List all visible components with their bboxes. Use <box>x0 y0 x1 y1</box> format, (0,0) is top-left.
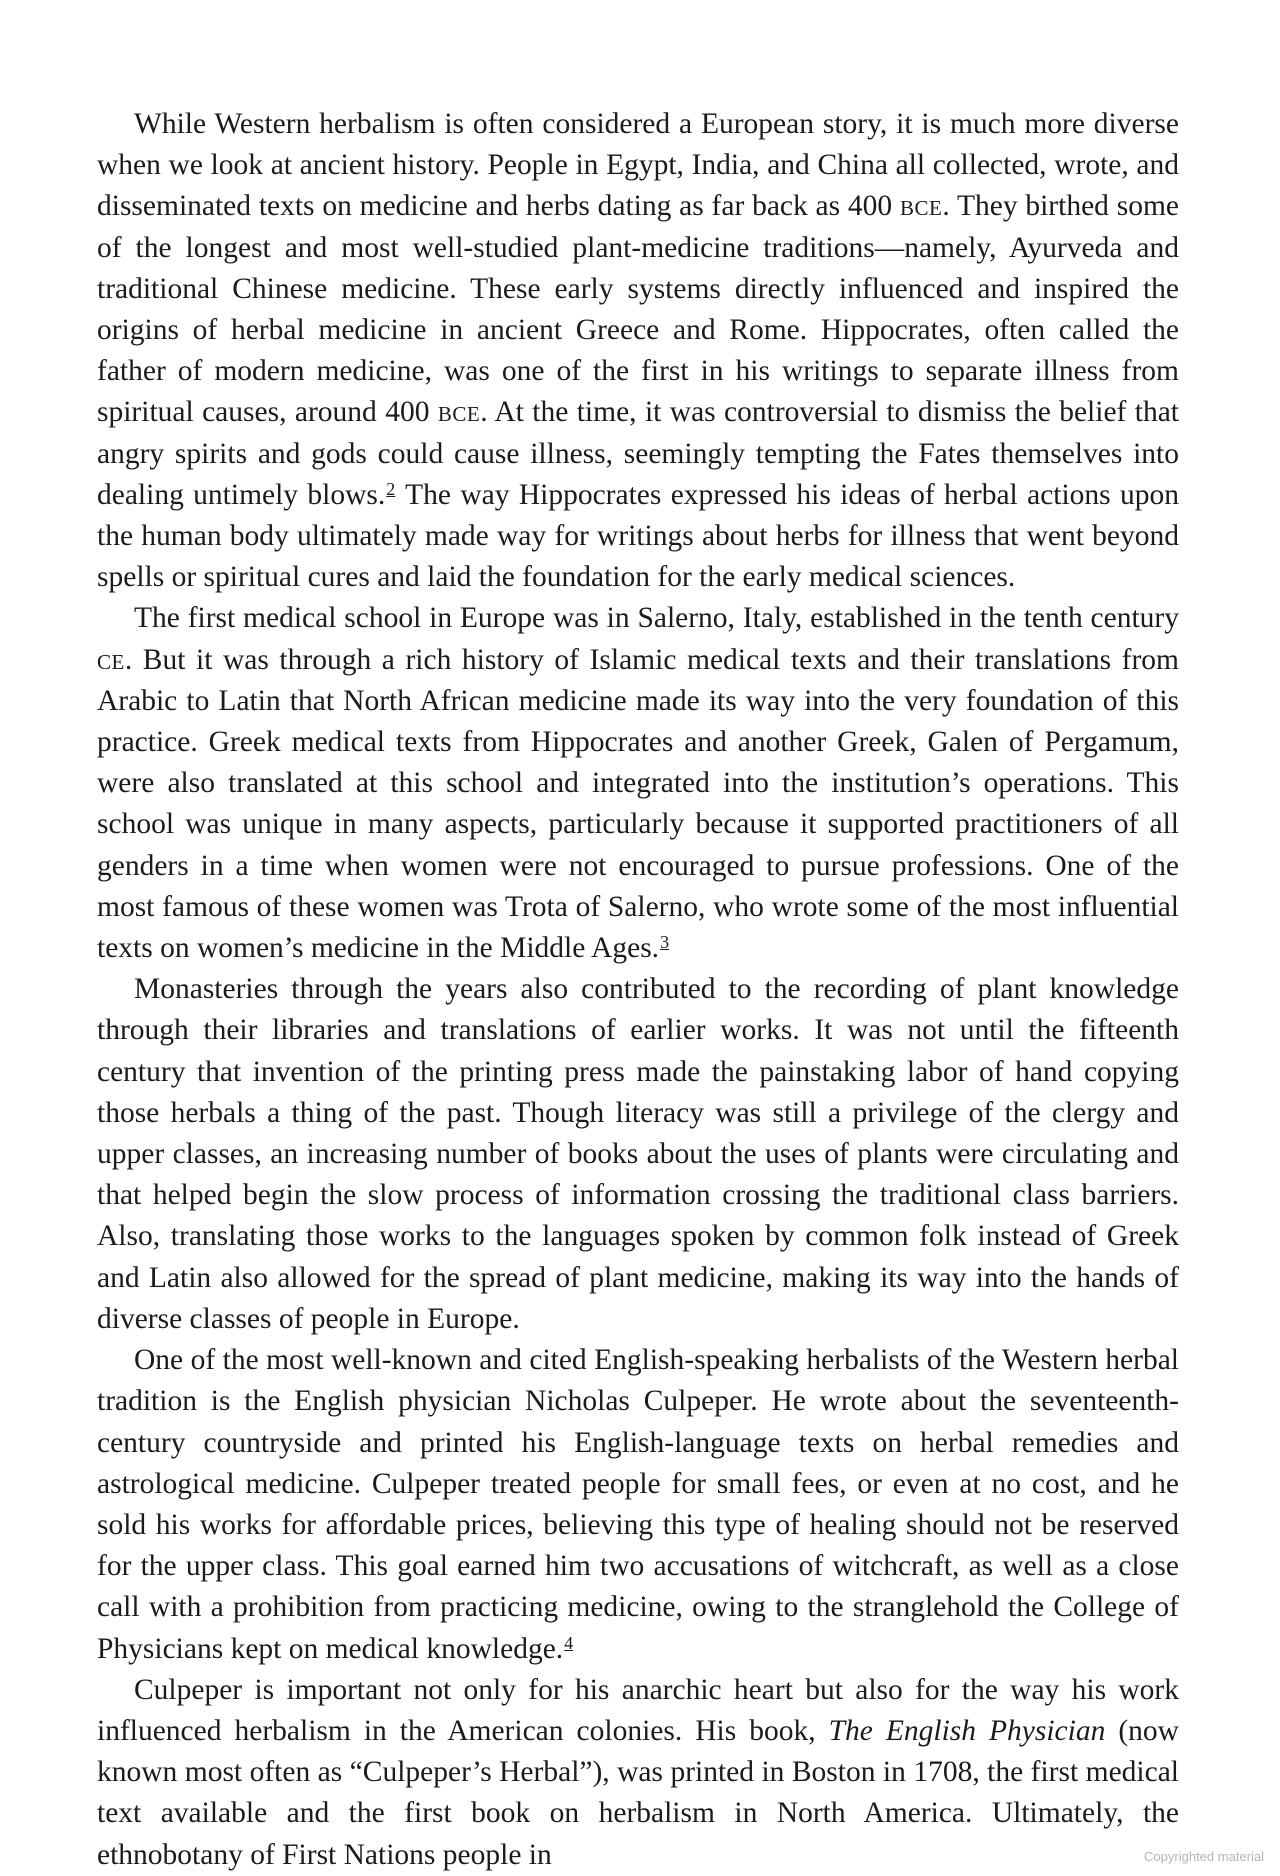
era-abbreviation: bce <box>437 396 481 429</box>
era-abbreviation: bce <box>899 190 943 223</box>
footnote-link[interactable]: 4 <box>564 1632 574 1653</box>
paragraph-5: Culpeper is important not only for his anarchic heart but also for the way his work influenced herbalism in the American colonies. His book, The English Physician (now known most often as “Culpeper’s Herbal”), was printed in Boston in 1708, the first medical text available and the first book on herbalism in North America. Ultimately, the ethnobotany of First Nations people in <box>97 1673 1179 1871</box>
page-body <box>97 104 1179 1876</box>
copyright-watermark: Copyrighted material <box>1144 1849 1264 1864</box>
era-abbreviation: ce <box>97 643 125 676</box>
paragraph-2: The first medical school in Europe was in Salerno, Italy, established in the tenth century ce. But it was through a rich history of Islamic medical texts and their translations from Arabic to Latin that North African medicine made its way into the very foundation of this practice. Greek medical texts from Hippocrates and another Greek, Galen of Pergamum, were also translated at this school and integrated into the institution’s operations. This school was unique in many aspects, particularly because it supported practitioners of all genders in a time when women were not encouraged to pursue professions. One of the most famous of these women was Trota of Salerno, who wrote some of the most influential texts on women’s medicine in the Middle Ages.$^3$ <box>97 602 1179 965</box>
paragraph-3: Monasteries through the years also contributed to the recording of plant knowledge through their libraries and translations of earlier works. It was not until the fifteenth century that invention of the printing press made the painstaking labor of hand copying those herbals a thing of the past. Though literacy was still a privilege of the clergy and upper classes, an increasing number of books about the uses of plants were circulating and that helped begin the slow process of information crossing the traditional class barriers. Also, translating those works to the languages spoken by common folk instead of Greek and Latin also allowed for the spread of plant medicine, making its way into the hands of diverse classes of people in Europe. <box>97 973 1179 1335</box>
paragraph-4: One of the most well-known and cited English-speaking herbalists of the Western herbal tradition is the English physician Nicholas Culpeper. He wrote about the seventeenth-century countryside and printed his English-language texts on herbal remedies and astrological medicine. Culpeper treated people for small fees, or even at no cost, and he sold his works for affordable prices, believing this type of healing should not be reserved for the upper class. This goal earned him two accusations of witchcraft, as well as a close call with a prohibition from practicing medicine, owing to the stranglehold the College of Physicians kept on medical knowledge.$^4$ <box>97 1344 1179 1665</box>
footnote-link[interactable]: 2 <box>386 478 396 499</box>
paragraph-1: While Western herbalism is often considered a European story, it is much more diverse when we look at ancient history. People in Egypt, India, and China all collected, wrote, and disseminated texts on medicine and herbs dating as far back as 400 bce. They birthed some of the longest and most well-studied plant-medicine traditions—namely, Ayurveda and traditional Chinese medicine. These early systems directly influenced and inspired the origins of herbal medicine in ancient Greece and Rome. Hippocrates, often called the father of modern medicine, was one of the first in his writings to separate illness from spiritual causes, around 400 bce. At the time, it was controversial to dismiss the belief that angry spirits and gods could cause illness, seemingly tempting the Fates themselves into dealing untimely blows.$^2$ The way Hippocrates expressed his ideas of herbal actions upon the human body ultimately made way for writings about herbs for illness that went beyond spells or spiritual cures and laid the foundation for the early medical sciences. <box>97 108 1180 594</box>
book-title: The English Physician <box>828 1714 1106 1747</box>
footnote-link[interactable]: 3 <box>660 932 670 953</box>
